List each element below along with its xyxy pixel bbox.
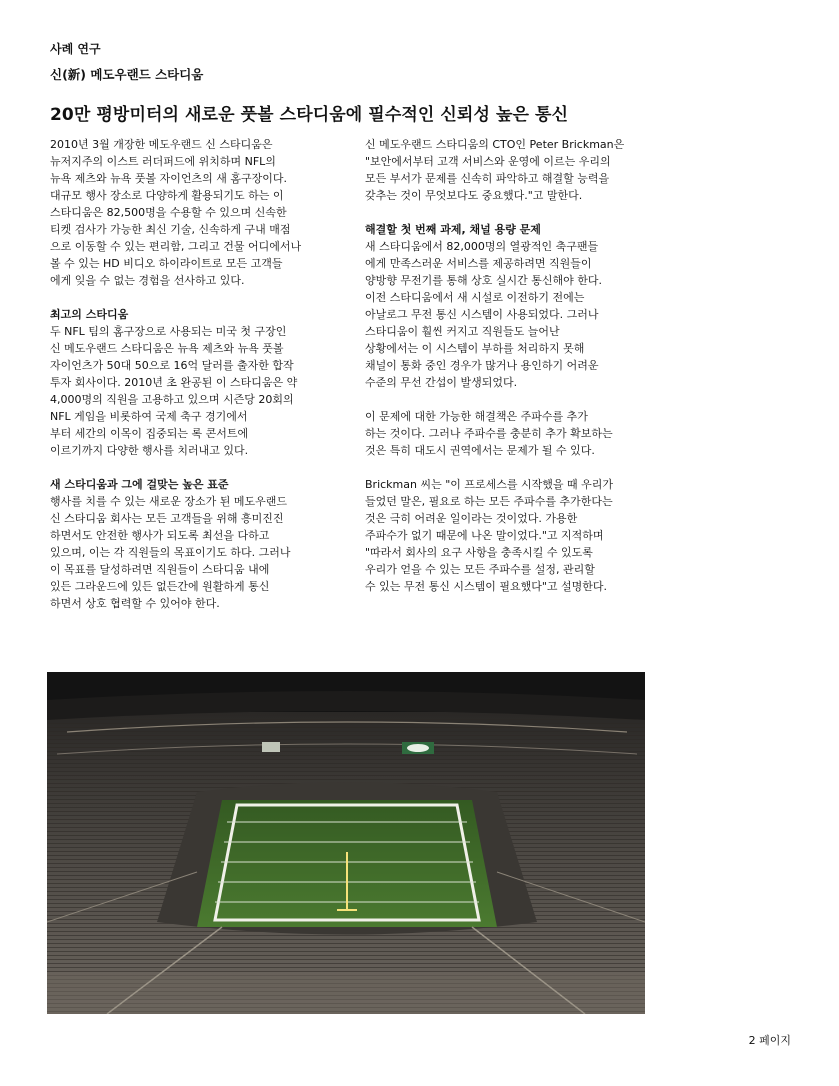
text-line: 것은 특히 대도시 권역에서는 문제가 될 수 있다. <box>365 444 595 457</box>
text-line: 신 메도우랜드 스타디움의 CTO인 Peter Brickman은 <box>365 138 625 151</box>
text-line: "보안에서부터 고객 서비스와 운영에 이르는 우리의 <box>365 155 611 168</box>
left-column <box>50 136 335 612</box>
text-line: 하는 것이다. 그러나 주파수를 충분히 추가 확보하는 <box>365 427 613 440</box>
text-line: 이 목표를 달성하려면 직원들이 스타디움 내에 <box>50 563 270 576</box>
text-line: 대규모 행사 장소로 다양하게 활용되기도 하는 이 <box>50 189 284 202</box>
cto-quote-paragraph <box>365 136 650 204</box>
text-line: 스타디움이 훨씬 커지고 직원들도 늘어난 <box>365 325 560 338</box>
best-stadium-paragraph <box>50 323 335 459</box>
text-line: 갖추는 것이 무엇보다도 중요했다."고 말한다. <box>365 189 583 202</box>
text-line: 아날로그 무전 통신 시스템이 사용되었다. 그러나 <box>365 308 599 321</box>
stadium-photo <box>47 672 645 1014</box>
text-line: 에게 만족스러운 서비스를 제공하려면 직원들이 <box>365 257 592 270</box>
text-line: 신 스타디움 회사는 모든 고객들을 위해 흥미진진 <box>50 512 284 525</box>
text-line: 있든 그라운드에 있든 없든간에 원활하게 통신 <box>50 580 270 593</box>
intro-paragraph <box>50 136 335 289</box>
channel-capacity-paragraph <box>365 238 650 391</box>
text-line: 모든 부서가 문제를 신속히 파악하고 해결할 능력을 <box>365 172 610 185</box>
text-line: "따라서 회사의 요구 사항을 충족시킬 수 있도록 <box>365 546 593 559</box>
document-subtitle: 신(新) 메도우랜드 스타디움 <box>50 67 204 82</box>
text-line: 4,000명의 직원을 고용하고 있으며 시즌당 20회의 <box>50 393 294 406</box>
text-line: 2010년 3월 개장한 메도우랜드 신 스타디움은 <box>50 138 273 151</box>
text-line: 신 메도우랜드 스타디움은 뉴욕 제츠와 뉴욕 풋볼 <box>50 342 284 355</box>
document-category: 사례 연구 <box>50 42 101 56</box>
text-line: 들었던 말은, 필요로 하는 모든 주파수를 추가한다는 <box>365 495 613 508</box>
text-line: 상황에서는 이 시스템이 부하를 처리하지 못해 <box>365 342 585 355</box>
stadium-photo-icon <box>47 672 645 1014</box>
text-line: 스타디움은 82,500명을 수용할 수 있으며 신속한 <box>50 206 287 219</box>
page-number: 2 페이지 <box>748 1034 791 1047</box>
text-line: 것은 극히 어려운 일이라는 것이었다. 가용한 <box>365 512 578 525</box>
text-line: 부터 세간의 이목이 집중되는 록 콘서트에 <box>50 427 249 440</box>
text-line: 뉴저지주의 이스트 러더퍼드에 위치하며 NFL의 <box>50 155 276 168</box>
frequency-paragraph <box>365 408 650 459</box>
text-line: 이르기까지 다양한 행사를 치러내고 있다. <box>50 444 249 457</box>
text-line: 새 스타디움에서 82,000명의 열광적인 축구팬들 <box>365 240 599 253</box>
text-line: 볼 수 있는 HD 비디오 하이라이트로 모든 고객들 <box>50 257 283 270</box>
section-heading-best-stadium: 최고의 스타디움 <box>50 308 129 321</box>
text-line: 투자 회사이다. 2010년 초 완공된 이 스타디움은 약 <box>50 376 298 389</box>
text-line: 하면서도 안전한 행사가 되도록 최선을 다하고 <box>50 529 270 542</box>
text-line: 있으며, 이는 각 직원들의 목표이기도 하다. 그러나 <box>50 546 291 559</box>
section-heading-new-standard: 새 스타디움과 그에 걸맞는 높은 표준 <box>50 478 229 491</box>
right-column <box>365 136 650 595</box>
brickman-quote-paragraph <box>365 476 650 595</box>
document-headline: 20만 평방미터의 새로운 풋볼 스타디움에 필수적인 신뢰성 높은 통신 <box>50 105 569 125</box>
new-standard-paragraph <box>50 493 335 612</box>
text-line: NFL 게임을 비롯하여 국제 축구 경기에서 <box>50 410 248 423</box>
text-line: 수 있는 무전 통신 시스템이 필요했다"고 설명한다. <box>365 580 608 593</box>
text-line: 뉴욕 제츠와 뉴욕 풋볼 자이언츠의 새 홈구장이다. <box>50 172 287 185</box>
text-line: 티켓 검사가 가능한 최신 기술, 신속하게 구내 매점 <box>50 223 291 236</box>
text-line: Brickman 씨는 "이 프로세스를 시작했을 때 우리가 <box>365 478 614 491</box>
text-line: 으로 이동할 수 있는 편리함, 그리고 건물 어디에서나 <box>50 240 302 253</box>
section-heading-channel-capacity: 해결할 첫 번째 과제, 채널 용량 문제 <box>365 223 541 236</box>
text-line: 양방향 무전기를 통해 상호 실시간 통신해야 한다. <box>365 274 602 287</box>
text-line: 하면서 상호 협력할 수 있어야 한다. <box>50 597 220 610</box>
text-line: 자이언츠가 50대 50으로 16억 달러를 출자한 합작 <box>50 359 294 372</box>
text-line: 두 NFL 팀의 홈구장으로 사용되는 미국 첫 구장인 <box>50 325 287 338</box>
text-line: 이전 스타디움에서 새 시설로 이전하기 전에는 <box>365 291 585 304</box>
text-line: 에게 잊을 수 없는 경험을 선사하고 있다. <box>50 274 245 287</box>
text-line: 채널이 통화 중인 경우가 많거나 용인하기 어려운 <box>365 359 599 372</box>
text-line: 주파수가 없기 때문에 나온 말이었다."고 지적하며 <box>365 529 604 542</box>
text-line: 이 문제에 대한 가능한 해결책은 주파수를 추가 <box>365 410 588 423</box>
text-line: 수준의 무선 간섭이 발생되었다. <box>365 376 518 389</box>
text-line: 우리가 얻을 수 있는 모든 주파수를 설정, 관리할 <box>365 563 595 576</box>
text-line: 행사를 치를 수 있는 새로운 장소가 된 메도우랜드 <box>50 495 287 508</box>
